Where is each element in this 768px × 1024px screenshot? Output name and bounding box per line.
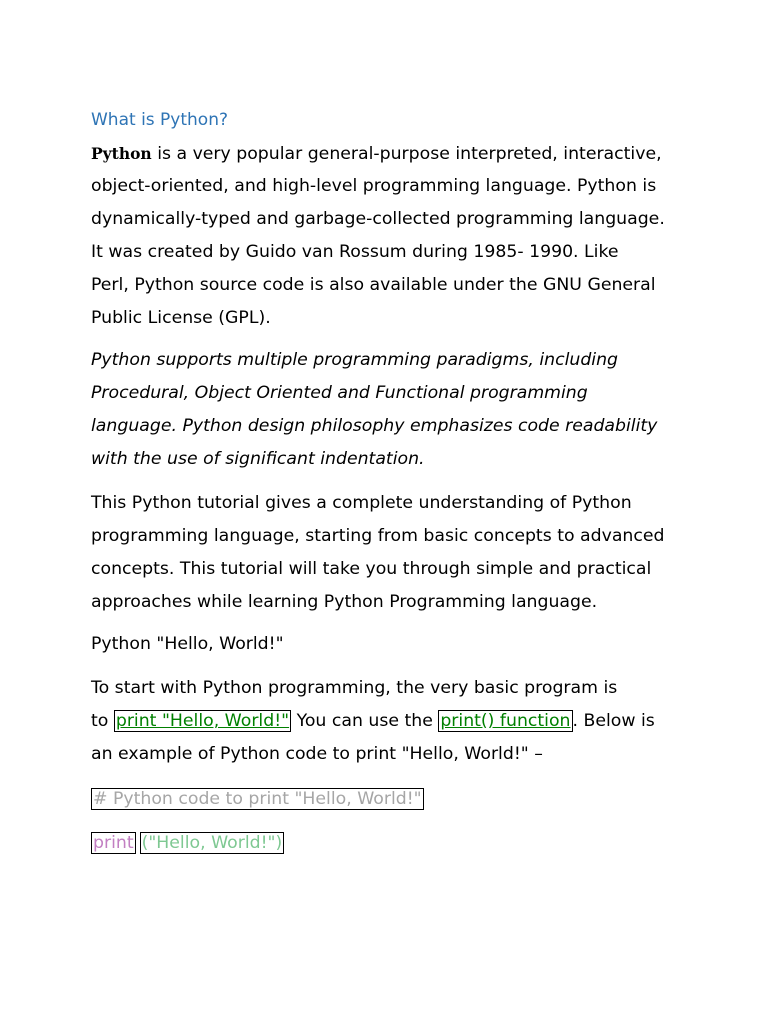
hello-line-3: an example of Python code to print "Hello, World!" – bbox=[91, 744, 543, 764]
hello-line-2: to print "Hello, World!" You can use the print() function . Below is bbox=[91, 711, 655, 731]
intro-paragraph bbox=[91, 137, 691, 335]
paradigms-line-4: with the use of significant indentation. bbox=[91, 449, 425, 469]
hello-world-paragraph bbox=[91, 672, 691, 771]
paradigms-paragraph bbox=[91, 344, 691, 476]
python-bold-term: Python bbox=[91, 144, 152, 163]
tutorial-line-1: This Python tutorial gives a complete understanding of Python bbox=[91, 493, 632, 513]
section-heading: What is Python? bbox=[91, 110, 229, 130]
intro-line-1: Python is a very popular general-purpose interpreted, interactive, bbox=[91, 144, 662, 164]
intro-line-6: Public License (GPL). bbox=[91, 308, 271, 328]
print-hello-world-link[interactable]: print "Hello, World!" bbox=[115, 711, 290, 731]
intro-line-2: object-oriented, and high-level programming language. Python is bbox=[91, 176, 657, 196]
hello-world-subheading: Python "Hello, World!" bbox=[91, 634, 284, 654]
code-print-line bbox=[91, 827, 691, 860]
code-comment-line bbox=[91, 783, 691, 816]
hello-line-1: To start with Python programming, the very basic program is bbox=[91, 678, 618, 698]
tutorial-line-2: programming language, starting from basic concepts to advanced bbox=[91, 526, 665, 546]
paradigms-line-1: Python supports multiple programming paradigms, including bbox=[91, 350, 619, 370]
code-comment: # Python code to print "Hello, World!" bbox=[93, 789, 422, 809]
print-function-link[interactable]: print() function bbox=[440, 711, 571, 731]
intro-line-5: Perl, Python source code is also available under the GNU General bbox=[91, 275, 656, 295]
paradigms-line-3: language. Python design philosophy emphasizes code readability bbox=[91, 416, 658, 436]
paradigms-line-2: Procedural, Object Oriented and Functional programming bbox=[91, 383, 588, 403]
intro-line-3: dynamically-typed and garbage-collected programming language. bbox=[91, 209, 665, 229]
code-print-keyword: print bbox=[93, 833, 134, 853]
tutorial-line-4: approaches while learning Python Programming language. bbox=[91, 592, 598, 612]
intro-line-4: It was created by Guido van Rossum during 1985- 1990. Like bbox=[91, 242, 619, 262]
tutorial-paragraph bbox=[91, 487, 691, 619]
code-string-argument: ("Hello, World!") bbox=[141, 833, 283, 853]
tutorial-line-3: concepts. This tutorial will take you through simple and practical bbox=[91, 559, 652, 579]
